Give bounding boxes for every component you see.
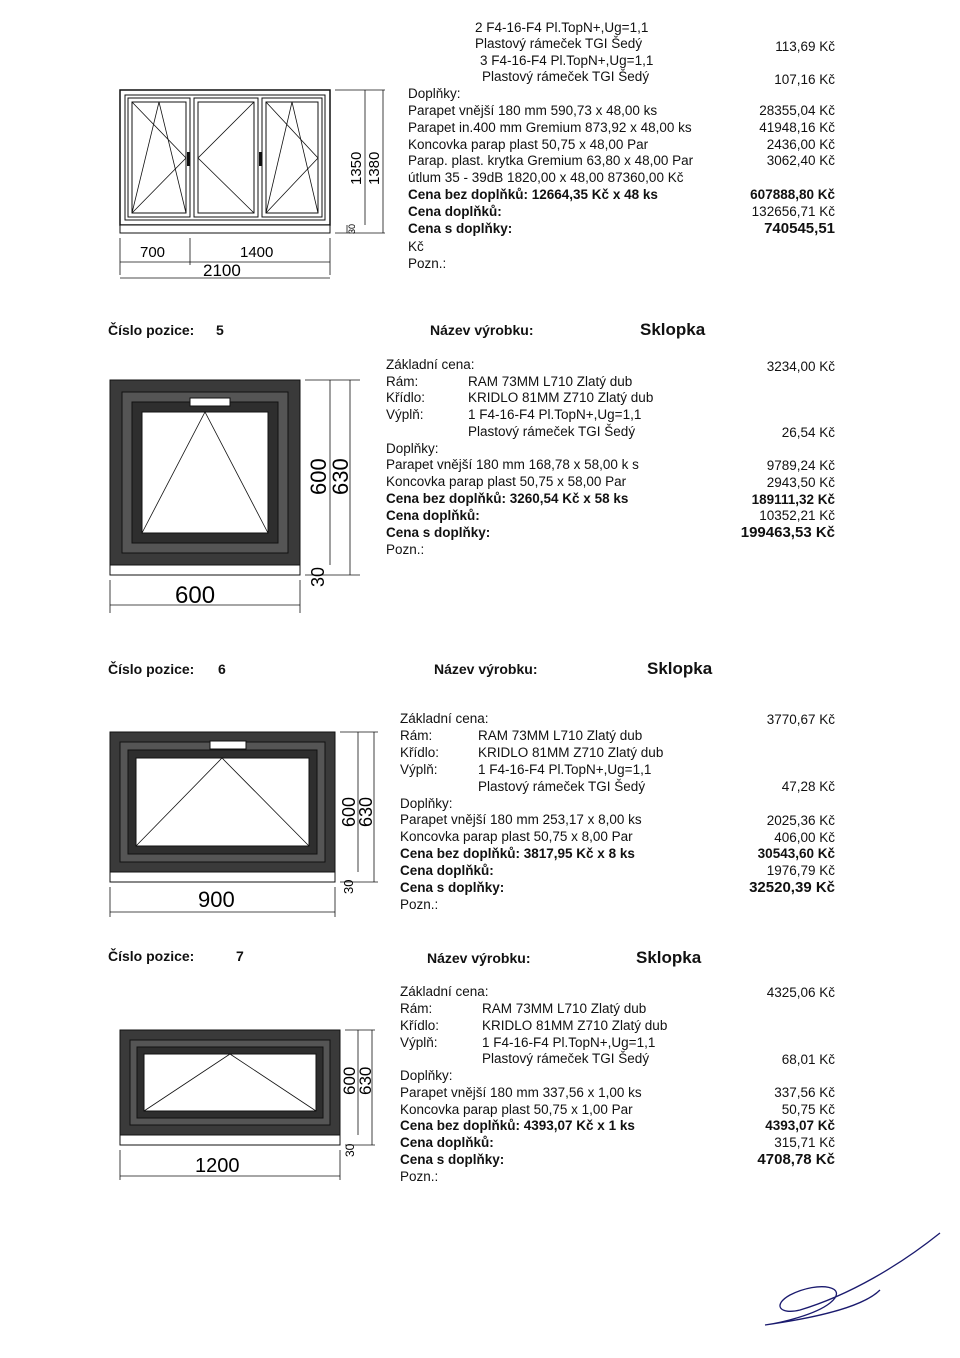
pos5-price-3: 2943,50 Kč — [766, 475, 835, 490]
pos5-price-4: 189111,32 Kč — [751, 492, 835, 507]
top-line-13: Kč — [408, 239, 424, 254]
pos5-sum: Cena bez doplňků: 3260,54 Kč x 58 ks — [386, 491, 629, 506]
pos6-kridlo: KRIDLO 81MM Z710 Zlatý dub — [478, 745, 664, 760]
pos7-extra2: Koncovka parap plast 50,75 x 1,00 Par — [400, 1102, 633, 1117]
pos6-price-4: 30543,60 Kč — [757, 846, 835, 861]
pos7-price-0: 4325,06 Kč — [766, 985, 835, 1000]
top-line-8: Parap. plast. krytka Gremium 63,80 x 48,00 Par — [408, 153, 694, 168]
pos7-extra1: Parapet vnější 180 mm 337,56 x 1,00 ks — [400, 1085, 642, 1100]
pos6-price-2: 2025,36 Kč — [766, 813, 835, 828]
pos6-dim-h1: 600 — [339, 796, 359, 827]
top-line-12: Cena s doplňky: — [408, 221, 513, 236]
pos6-ram-label: Rám: — [400, 728, 433, 743]
pos5-extras-label: Doplňky: — [386, 441, 439, 456]
pos5-kridlo-label: Křídlo: — [386, 390, 426, 405]
pos6-vypln: 1 F4-16-F4 Pl.TopN+,Ug=1,1 — [478, 762, 652, 777]
top-line-0: 2 F4-16-F4 Pl.TopN+,Ug=1,1 — [475, 20, 649, 35]
pos7-note-label: Pozn.: — [400, 1169, 439, 1184]
pos6-label: Číslo pozice: — [108, 661, 195, 677]
top-price-5: 3062,40 Kč — [766, 153, 835, 168]
pos7-price-3: 50,75 Kč — [781, 1102, 835, 1117]
pos6-note-label: Pozn.: — [400, 897, 439, 912]
top-dim-sill: 30 — [347, 223, 357, 234]
signature — [760, 1225, 950, 1335]
pos6-name: Sklopka — [647, 659, 713, 678]
pos5-dim-width: 600 — [175, 582, 216, 609]
pos7-name-label: Název výrobku: — [427, 950, 531, 966]
pos6-extra2: Koncovka parap plast 50,75 x 8,00 Par — [400, 829, 633, 844]
top-price-6: 607888,80 Kč — [750, 187, 835, 202]
pos5-price-0: 3234,00 Kč — [766, 359, 835, 374]
pos6-price-0: 3770,67 Kč — [766, 712, 835, 727]
pos6-extras-price-label: Cena doplňků: — [400, 863, 494, 878]
pos5-kridlo: KRIDLO 81MM Z710 Zlatý dub — [468, 390, 654, 405]
pos6-kridlo-label: Křídlo: — [400, 745, 440, 760]
pos7-ramecek: Plastový rámeček TGI Šedý — [482, 1051, 650, 1066]
top-dim-total: 2100 — [203, 261, 241, 280]
top-line-5: Parapet vnější 180 mm 590,73 x 48,00 ks — [408, 103, 658, 118]
pos5-window-drawing — [100, 365, 370, 615]
pos5-ram: RAM 73MM L710 Zlatý dub — [468, 374, 633, 389]
top-price-0: 113,69 Kč — [775, 39, 835, 54]
pos5-with-extras-label: Cena s doplňky: — [386, 525, 491, 540]
top-price-2: 28355,04 Kč — [759, 103, 835, 118]
top-price-1: 107,16 Kč — [774, 72, 835, 87]
pos6-dim-sill: 30 — [341, 879, 356, 894]
pos7-window-drawing — [110, 1020, 380, 1190]
pos5-name-label: Název výrobku: — [430, 322, 534, 338]
pos7-name: Sklopka — [636, 948, 702, 967]
pos5-number: 5 — [216, 322, 224, 338]
pos7-kridlo-label: Křídlo: — [400, 1018, 440, 1033]
pos7-ram-label: Rám: — [400, 1001, 433, 1016]
pos7-sum: Cena bez doplňků: 4393,07 Kč x 1 ks — [400, 1118, 635, 1133]
pos6-price-5: 1976,79 Kč — [766, 863, 835, 878]
pos7-dim-h2: 630 — [356, 1066, 375, 1095]
pos5-label: Číslo pozice: — [108, 322, 195, 338]
pos7-ram: RAM 73MM L710 Zlatý dub — [482, 1001, 647, 1016]
top-line-4: Doplňky: — [408, 86, 461, 101]
pos6-dim-width: 900 — [198, 887, 235, 912]
pos6-vypln-label: Výplň: — [400, 762, 438, 777]
pos5-dim-h2: 630 — [328, 458, 353, 495]
pos7-dim-sill: 30 — [343, 1143, 357, 1157]
pos5-dim-h1: 600 — [306, 458, 331, 495]
top-line-11: Cena doplňků: — [408, 204, 502, 219]
pos5-ram-label: Rám: — [386, 374, 419, 389]
top-dim-h1: 1350 — [348, 151, 365, 185]
pos7-dim-width: 1200 — [195, 1155, 240, 1177]
top-line-2: 3 F4-16-F4 Pl.TopN+,Ug=1,1 — [480, 53, 654, 68]
pos5-price-5: 10352,21 Kč — [759, 508, 835, 523]
top-line-3: Plastový rámeček TGI Šedý — [482, 69, 650, 84]
pos5-price-1: 26,54 Kč — [781, 425, 835, 440]
pos5-price-6: 199463,53 Kč — [740, 524, 835, 541]
pos7-extras-label: Doplňky: — [400, 1068, 453, 1083]
top-price-8: 740545,51 — [764, 220, 835, 237]
top-price-4: 2436,00 Kč — [766, 137, 835, 152]
top-line-9: útlum 35 - 39dB 1820,00 x 48,00 87360,00 Kč — [408, 170, 684, 185]
top-line-7: Koncovka parap plast 50,75 x 48,00 Par — [408, 137, 649, 152]
pos7-price-2: 337,56 Kč — [774, 1085, 835, 1100]
pos5-extra1: Parapet vnější 180 mm 168,78 x 58,00 k s — [386, 457, 639, 472]
pos6-ram: RAM 73MM L710 Zlatý dub — [478, 728, 643, 743]
pos6-dim-h2: 630 — [356, 796, 376, 827]
pos7-price-1: 68,01 Kč — [781, 1052, 835, 1067]
pos5-extras-price-label: Cena doplňků: — [386, 508, 480, 523]
pos6-extra1: Parapet vnější 180 mm 253,17 x 8,00 ks — [400, 812, 642, 827]
pos5-extra2: Koncovka parap plast 50,75 x 58,00 Par — [386, 474, 627, 489]
pos7-vypln-label: Výplň: — [400, 1035, 438, 1050]
top-line-14: Pozn.: — [408, 256, 447, 271]
pos6-name-label: Název výrobku: — [434, 661, 538, 677]
pos7-base-label: Základní cena: — [400, 984, 489, 999]
top-dim-w2: 1400 — [240, 244, 274, 261]
top-window-drawing — [95, 70, 415, 290]
top-price-3: 41948,16 Kč — [759, 120, 835, 135]
pos6-extras-label: Doplňky: — [400, 796, 453, 811]
pos7-vypln: 1 F4-16-F4 Pl.TopN+,Ug=1,1 — [482, 1035, 656, 1050]
pos7-kridlo: KRIDLO 81MM Z710 Zlatý dub — [482, 1018, 668, 1033]
pos5-price-2: 9789,24 Kč — [766, 458, 835, 473]
pos6-window-drawing — [100, 722, 380, 922]
pos6-price-3: 406,00 Kč — [774, 830, 835, 845]
pos5-base-label: Základní cena: — [386, 357, 475, 372]
pos5-ramecek: Plastový rámeček TGI Šedý — [468, 424, 636, 439]
pos6-price-1: 47,28 Kč — [781, 779, 835, 794]
pos5-dim-sill: 30 — [308, 566, 328, 587]
pos7-with-extras-label: Cena s doplňky: — [400, 1152, 505, 1167]
pos5-vypln: 1 F4-16-F4 Pl.TopN+,Ug=1,1 — [468, 407, 642, 422]
pos5-vypln-label: Výplň: — [386, 407, 424, 422]
pos6-ramecek: Plastový rámeček TGI Šedý — [478, 779, 646, 794]
pos6-sum: Cena bez doplňků: 3817,95 Kč x 8 ks — [400, 846, 635, 861]
pos7-price-6: 4708,78 Kč — [757, 1151, 835, 1168]
top-line-1: Plastový rámeček TGI Šedý — [475, 36, 643, 51]
top-price-7: 132656,71 Kč — [751, 204, 835, 219]
pos7-dim-h1: 600 — [340, 1066, 359, 1095]
pos7-label: Číslo pozice: — [108, 948, 195, 964]
pos5-note-label: Pozn.: — [386, 542, 425, 557]
pos7-number: 7 — [236, 948, 244, 964]
pos6-price-6: 32520,39 Kč — [749, 879, 835, 896]
pos7-extras-price-label: Cena doplňků: — [400, 1135, 494, 1150]
top-dim-h2: 1380 — [366, 151, 383, 185]
pos5-name: Sklopka — [640, 320, 706, 339]
top-dim-w1: 700 — [140, 244, 166, 261]
pos6-with-extras-label: Cena s doplňky: — [400, 880, 505, 895]
pos6-number: 6 — [218, 661, 226, 677]
pos7-price-5: 315,71 Kč — [774, 1135, 835, 1150]
top-line-10: Cena bez doplňků: 12664,35 Kč x 48 ks — [408, 187, 658, 202]
pos7-price-4: 4393,07 Kč — [765, 1118, 835, 1133]
top-line-6: Parapet in.400 mm Gremium 873,92 x 48,00 ks — [408, 120, 692, 135]
pos6-base-label: Základní cena: — [400, 711, 489, 726]
